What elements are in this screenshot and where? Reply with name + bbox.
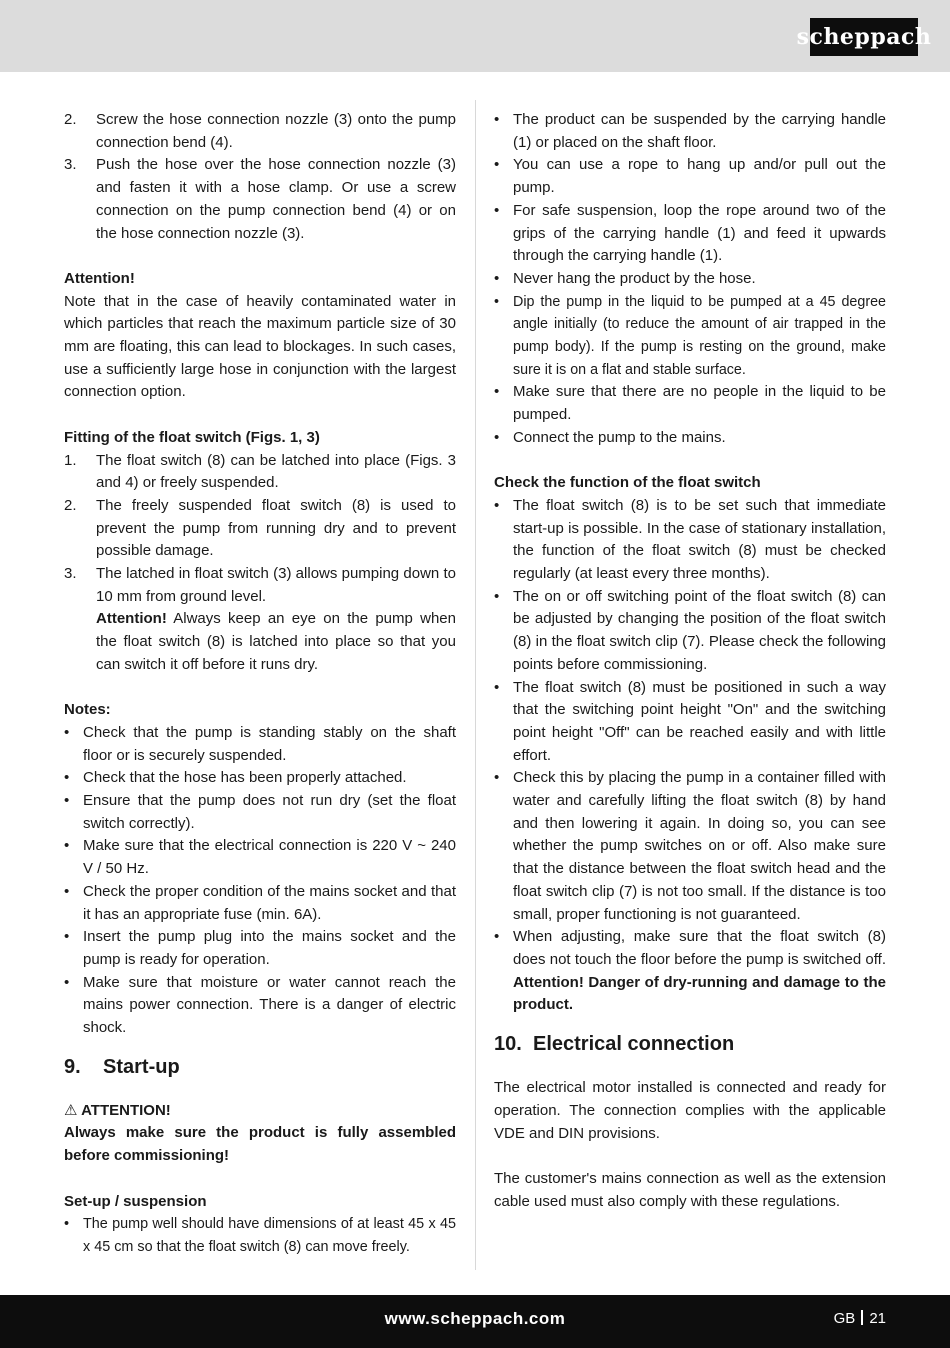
list-item: 3. The latched in float switch (3) allows pumping down to 10 mm from ground level. Attention! Always keep an eye on the pump when the float switch (8) is latched into place so that you can switch it off before it runs dry. <box>64 565 456 673</box>
list-item: • Check that the pump is standing stably on the shaft floor or is securely suspended. <box>64 723 456 764</box>
dry-running-warning: Attention! Danger of dry-running and damage to the product. <box>513 973 886 1014</box>
list-item: • Make sure that there are no people in the liquid to be pumped. <box>494 383 886 424</box>
electrical-paragraph-2: The customer's mains connection as well as the extension cable used must also comply with these regulations. <box>494 1169 886 1210</box>
list-item: • For safe suspension, loop the rope around two of the grips of the carrying handle (1) and feed it upwards through the carrying handle (1). <box>494 201 886 265</box>
hose-steps-list <box>64 109 456 245</box>
list-item: • The on or off switching point of the float switch (8) can be adjusted by changing the position of the float switch (8) in the float switch clip (7). Please check the following points before commissioning. <box>494 587 886 673</box>
section-9-heading: 9. Start-up <box>64 1055 180 1078</box>
list-item: 2. Screw the hose connection nozzle (3) onto the pump connection bend (4). <box>64 111 456 151</box>
column-divider <box>475 100 476 1270</box>
website-link[interactable]: www.scheppach.com <box>384 1309 566 1328</box>
warning-label: ⚠ ATTENTION! <box>64 1101 171 1119</box>
list-item: • The float switch (8) must be positioned in such a way that the switching point height "On" and the switching point height "Off" can be reached easily and with little effort. <box>494 678 886 764</box>
suspension-list <box>494 109 886 450</box>
list-item: • Connect the pump to the mains. <box>494 428 726 446</box>
float-switch-title: Fitting of the float switch (Figs. 1, 3) <box>64 428 320 446</box>
list-item: • Ensure that the pump does not run dry (set the float switch correctly). <box>64 792 456 832</box>
list-item: • Never hang the product by the hose. <box>494 269 756 287</box>
notes-title: Notes: <box>64 701 111 719</box>
electrical-paragraph-1: The electrical motor installed is connected and ready for operation. The connection complies with the applicable VDE and DIN provisions. <box>494 1079 886 1142</box>
attention-label: Attention! <box>64 269 135 287</box>
list-item: • Make sure that the electrical connection is 220 V ~ 240 V / 50 Hz. <box>64 837 456 878</box>
list-item: 1. The float switch (8) can be latched into place (Figs. 3 and 4) or freely suspended. <box>64 451 456 492</box>
list-item: • You can use a rope to hang up and/or pull out the pump. <box>494 156 886 197</box>
float-steps-list <box>64 450 456 677</box>
list-item: 2. The freely suspended float switch (8) is used to prevent the pump from running dry and to prevent possible damage. <box>64 496 456 560</box>
footer-bar <box>0 1295 950 1348</box>
list-item: • The float switch (8) is to be set such that immediate start-up is possible. In the case of stationary installation, the function of the float switch (8) must be checked regularly (at least every three months). <box>494 496 886 583</box>
header-bar <box>0 0 950 72</box>
section-10-heading: 10. Electrical connection <box>494 1033 735 1056</box>
attention-inline: Attention! <box>96 610 167 628</box>
list-item: • Make sure that moisture or water cannot reach the mains power connection. There is a danger of electric shock. <box>64 973 456 1037</box>
setup-title: Set-up / suspension <box>64 1192 207 1210</box>
notes-list <box>64 722 456 1040</box>
list-item: • Check this by placing the pump in a container filled with water and carefully lifting the float switch (8) by hand and then lowering it again. In doing so, you can see whether the pump switches on or off. Also make sure that the distance between the float switch head and the float switch clip (7) is not too small. If the distance is too small, proper functioning is not guaranteed. <box>494 769 886 923</box>
brand-logo: scheppach <box>810 18 918 56</box>
list-item: • The pump well should have dimensions of at least 45 x 45 x 45 cm so that the float switch (8) can move freely. <box>64 1216 456 1255</box>
warning-text: Always make sure the product is fully assembled before commissioning! <box>64 1124 456 1165</box>
list-item: • Insert the pump plug into the mains socket and the pump is ready for operation. <box>64 928 456 968</box>
page-number: 21 <box>869 1310 886 1327</box>
left-column <box>64 109 456 1259</box>
setup-list <box>64 1213 456 1258</box>
check-float-list <box>494 495 886 1017</box>
list-item: • Check that the hose has been properly attached. <box>64 769 407 787</box>
list-item: • Dip the pump in the liquid to be pumped at a 45 degree angle initially (to reduce the amount of air trapped in the pump body). If the pump is resting on the ground, make sure it is on a flat and stable surface. <box>494 293 886 378</box>
right-column <box>494 109 886 1213</box>
language-code: GB <box>833 1310 856 1327</box>
list-item: • The product can be suspended by the carrying handle (1) or placed on the shaft floor. <box>494 111 886 151</box>
attention-text: Note that in the case of heavily contaminated water in which particles that reach the maximum particle size of 30 mm are floating, this can lead to blockages. In such cases, use a sufficiently large hose in conjunction with the largest connection option. <box>64 292 456 401</box>
list-item: • Check the proper condition of the mains socket and that it has an appropriate fuse (min. 6A). <box>64 882 456 923</box>
page-indicator <box>834 1310 886 1327</box>
warning-triangle-icon: ⚠ <box>64 1101 82 1119</box>
list-item: • When adjusting, make sure that the float switch (8) does not touch the floor before the pump is switched off. Attention! Danger of dry-running and damage to the product. <box>494 928 886 1014</box>
list-item: 3. Push the hose over the hose connection nozzle (3) and fasten it with a hose clamp. Or use a screw connection on the pump connection bend (4) or on the hose connection nozzle (3). <box>64 156 456 242</box>
check-float-title: Check the function of the float switch <box>494 474 761 492</box>
